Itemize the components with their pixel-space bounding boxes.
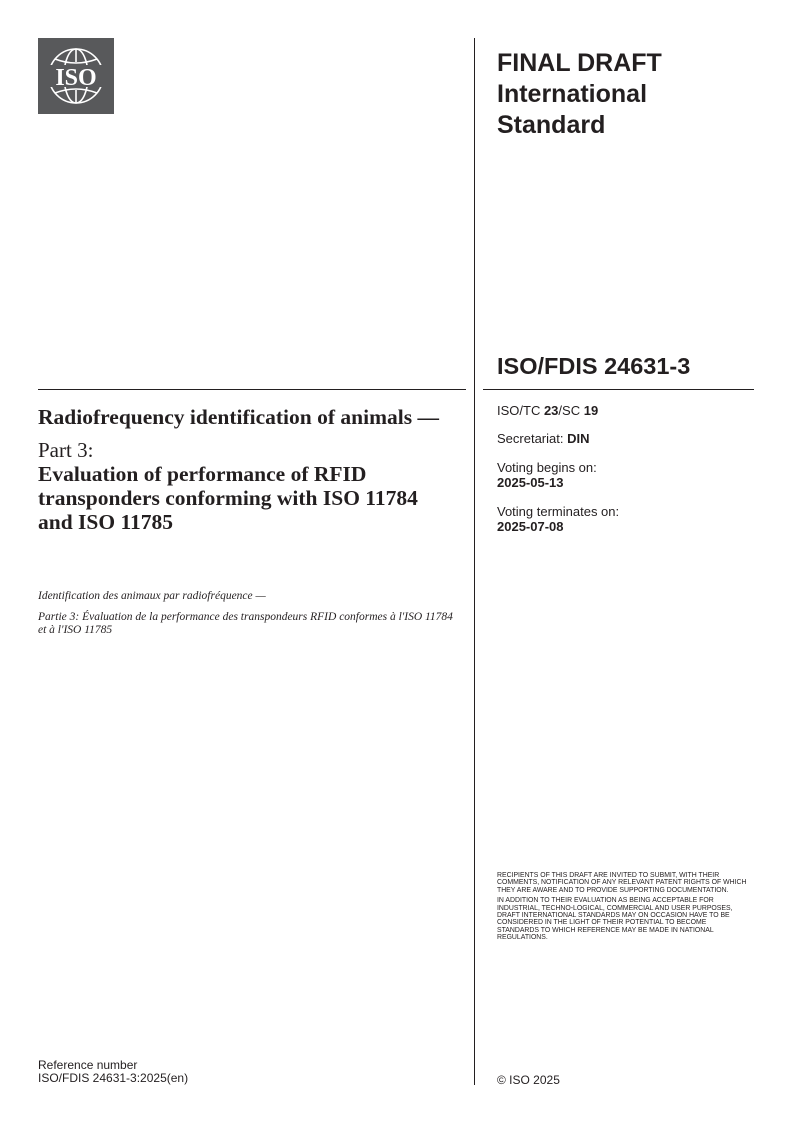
document-number: ISO/FDIS 24631-3 xyxy=(497,353,691,379)
iso-logo xyxy=(38,38,114,114)
committee-prefix: ISO/TC xyxy=(497,403,544,418)
voting-begins xyxy=(497,460,597,490)
title-main: Radiofrequency identification of animals — xyxy=(38,405,439,429)
draft-heading xyxy=(497,48,757,141)
reference-value: ISO/FDIS 24631-3:2025(en) xyxy=(38,1071,189,1085)
draft-notice xyxy=(497,872,747,945)
logo-text: ISO xyxy=(55,65,97,91)
committee-tc: 23 xyxy=(543,403,559,418)
part-title: Evaluation of performance of RFID transponders conforming with ISO 11784 and ISO 11785 xyxy=(38,462,418,534)
reference-number xyxy=(38,1059,188,1085)
committee-mid: /SC xyxy=(558,403,584,418)
french-title xyxy=(38,590,458,645)
vertical-divider xyxy=(474,38,475,1085)
title-divider-right xyxy=(483,389,754,390)
voting-terminates-label: Voting terminates on: xyxy=(497,504,620,519)
english-title xyxy=(38,405,448,534)
french-title-part: Partie 3: Évaluation de la performance des transpondeurs RFID conformes à l'ISO 11784 et à l'ISO 11785 xyxy=(38,611,453,636)
french-title-main: Identification des animaux par radiofréquence — xyxy=(38,590,266,602)
committee xyxy=(497,403,598,418)
secretariat-value: DIN xyxy=(567,431,590,446)
draft-line-1: FINAL DRAFT xyxy=(497,49,662,77)
voting-begins-date: 2025-05-13 xyxy=(497,475,564,490)
draft-line-2: International xyxy=(497,80,648,108)
copyright: © ISO 2025 xyxy=(497,1073,560,1087)
part-label: Part 3: xyxy=(38,438,94,462)
committee-sc: 19 xyxy=(583,403,599,418)
title-divider-left xyxy=(38,389,466,390)
voting-terminates xyxy=(497,504,619,534)
secretariat xyxy=(497,431,589,446)
voting-terminates-date: 2025-07-08 xyxy=(497,519,564,534)
reference-label: Reference number xyxy=(38,1058,138,1072)
draft-line-3: Standard xyxy=(497,111,606,139)
notice-paragraph-2: IN ADDITION TO THEIR EVALUATION AS BEING ACCEPTABLE FOR INDUSTRIAL, TECHNO-LOGICAL, COMMERCIAL AND USER PURPOSES, DRAFT INTERNATIONAL STANDARDS MAY ON OCCASION HAVE TO BE CONSIDERED IN THE LIGHT OF THEIR POTENTIAL TO BECOME STANDARDS TO WHICH REFERENCE MAY BE MADE IN NATIONAL REGULATIONS. xyxy=(497,897,733,942)
iso-globe-icon xyxy=(38,38,114,114)
secretariat-label: Secretariat: xyxy=(497,431,568,446)
notice-paragraph-1: RECIPIENTS OF THIS DRAFT ARE INVITED TO SUBMIT, WITH THEIR COMMENTS, NOTIFICATION OF ANY RELEVANT PATENT RIGHTS OF WHICH THEY ARE AWARE AND TO PROVIDE SUPPORTING DOCUMENTATION. xyxy=(497,872,747,894)
voting-begins-label: Voting begins on: xyxy=(497,460,597,475)
